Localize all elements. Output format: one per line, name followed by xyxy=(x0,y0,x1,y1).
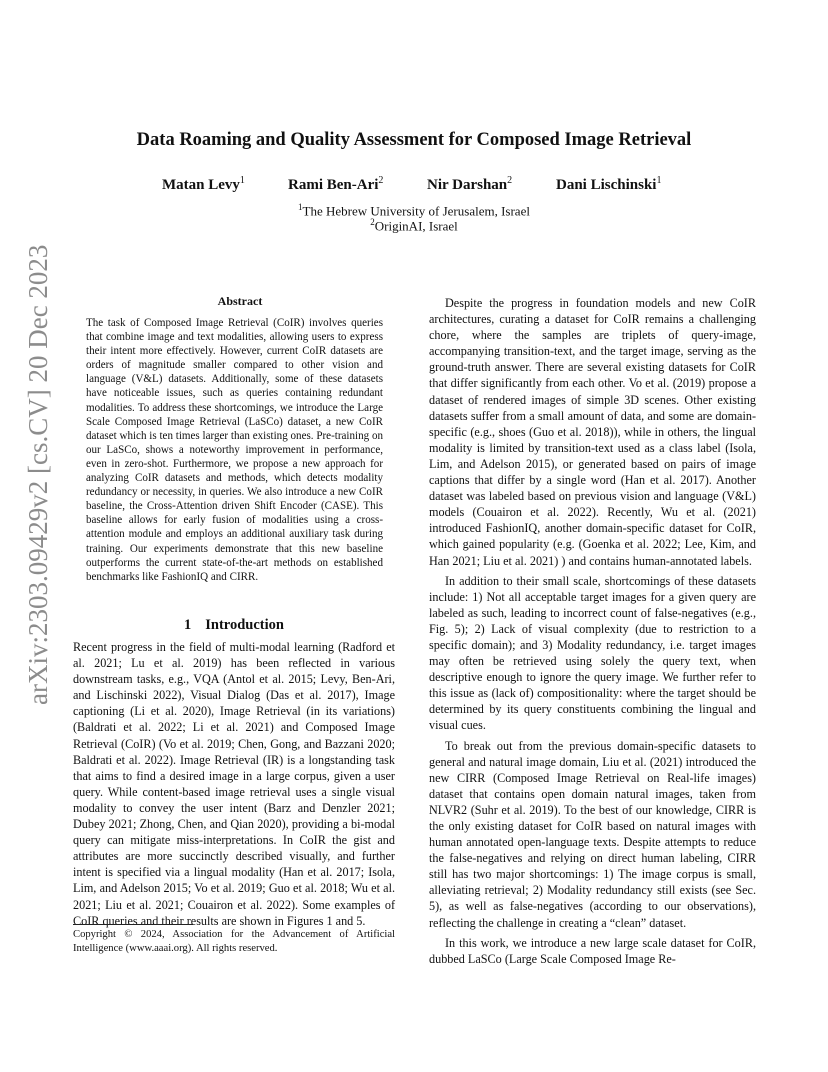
arxiv-identifier: arXiv:2303.09429v2 [cs.CV] 20 Dec 2023 xyxy=(23,244,53,705)
author-name: Rami Ben-Ari$^2$ xyxy=(288,175,384,193)
author-name: Matan Levy$^1$ xyxy=(162,175,245,193)
author-name: Dani Lischinski$^1$ xyxy=(556,175,662,193)
body-paragraph: To break out from the previous domain-specific datasets to general and natural image domain, Liu et al. (2021) introduced the new CIRR (Composed Image Retrieval on Real-life images) dataset that contains open domain natural images, taken from NLVR2 (Suhr et al. 2019). To the best of our knowledge, CIRR is the only existing dataset for CoIR based on natural images with human annotated open-language texts. Despite attempts to reduce the false-negatives and relying on direct human labeling, CIRR still has two major shortcomings: 1) The image corpus is small, alleviating retrieval; 2) Modality redundancy still exists (see Sec. 5), as well as false-negatives (according to our observations), reflecting the challenge in creating a “clean” dataset. xyxy=(429,738,756,930)
affiliation: $^1$The Hebrew University of Jerusalem, Israel xyxy=(298,202,530,219)
introduction-paragraph: Recent progress in the field of multi-modal learning (Radford et al. 2021; Lu et al. 2019) has been reflected in various downstream tasks, e.g., VQA (Antol et al. 2015; Levy, Ben-Ari, and Lischinski 2022), Visual Dialog (Das et al. 2017), Image captioning (Li et al. 2020), Image Retrieval (in its variations) (Baldrati et al. 2022; Li et al. 2021) and Composed Image Retrieval (CoIR) (Vo et al. 2019; Chen, Gong, and Bazzani 2020; Baldrati et al. 2022). Image Retrieval (IR) is a longstanding task that aims to find a desired image in a large corpus, given a user query. While content-based image retrieval uses a single visual modality to convey the user intent (Barz and Denzler 2021; Dubey 2021; Zhong, Chen, and Qian 2020), providing a bi-modal query can mitigate miss-interpretations. In CoIR the gist and attributes are more succinctly described visually, and further intent is specified via a lingual modality (Han et al. 2017; Isola, Lim, and Adelson 2015; Vo et al. 2019; Guo et al. 2018; Wu et al. 2021; Liu et al. 2021; Couairon et al. 2022). Some examples of CoIR queries and their results are shown in Figures 1 and 5. xyxy=(73,640,395,928)
paper-title: Data Roaming and Quality Assessment for Composed Image Retrieval xyxy=(136,130,692,150)
footnote-rule xyxy=(73,924,193,925)
body-paragraph: In this work, we introduce a new large scale dataset for CoIR, dubbed LaSCo (Large Scale Composed Image Re- xyxy=(429,935,756,966)
body-paragraph: Despite the progress in foundation models and new CoIR architectures, curating a dataset for CoIR remains a challenging chore, where the samples are triplets of query-image, accompanying transition-text, and the target image, serving as the ground-truth answer. There are several existing datasets for CoIR that differ significantly from each other. Vo et al. (2019) propose a dataset of rendered images of simple 3D scenes. Other existing datasets suffer from a small amount of data, and some are domain-specific (e.g., shoes (Guo et al. 2018)), while in others, the lingual modality is limited by transition-text used as a class label (Isola, Lim, and Adelson 2015), or generated based on pairs of image captions that differ by a single word (Han et al. 2017). Another dataset was labeled based on previous vision and language (V&L) models (Couairon et al. 2022). Recently, Wu et al. (2021) introduced FashionIQ, another domain-specific dataset for CoIR, which gained popularity (e.g. (Goenka et al. 2022; Lee, Kim, and Han 2021; Liu et al. 2021) ) and contains human-annotated labels. xyxy=(429,296,756,568)
author-name: Nir Darshan$^2$ xyxy=(427,175,513,193)
copyright-footnote: Copyright © 2024, Association for the Advancement of Artificial Intelligence (www.aaai.org). All rights reserved. xyxy=(73,929,395,954)
affiliation: $^2$OriginAI, Israel xyxy=(370,217,458,234)
right-column xyxy=(429,295,756,967)
body-paragraph: In addition to their small scale, shortcomings of these datasets include: 1) Not all acceptable target images for a given query are labeled as such, leading to incorrect count of false-negatives (e.g., Fig. 5); 2) Lack of visual complexity (due to restriction to a specific domain); and 3) Modality redundancy, i.e. target images may often be retrieved using solely the query text, when descriptive enough to ignore the query image. We further refer to this issue as (lack of) compositionality: where the target should be determined by its query constituents combining the lingual and visual cues. xyxy=(429,573,756,733)
abstract-heading: Abstract xyxy=(217,294,263,308)
abstract-body: The task of Composed Image Retrieval (CoIR) involves queries that combine image and text modalities, allowing users to express their intent more effectively. However, current CoIR datasets are orders of magnitude smaller compared to other vision and language (V&L) datasets. Additionally, some of these datasets have noticeable issues, such as queries containing redundant modalities. To address these shortcomings, we introduce the Large Scale Composed Image Retrieval (LaSCo) dataset, a new CoIR dataset which is ten times larger than existing ones. Pre-training on our LaSCo, shows a noteworthy improvement in performance, even in zero-shot. Furthermore, we propose a new approach for analyzing CoIR datasets and methods, which detects modality redundancy or necessity, in queries. We also introduce a new CoIR baseline, the Cross-Attention driven Shift Encoder (CASE). This baseline allows for early fusion of modalities using a cross-attention module and employs an additional auxiliary task during training. Our experiments demonstrate that this new baseline outperforms the current state-of-the-art methods on established benchmarks like FashionIQ and CIRR. xyxy=(86,317,383,583)
section-heading: 1 Introduction xyxy=(184,617,284,633)
